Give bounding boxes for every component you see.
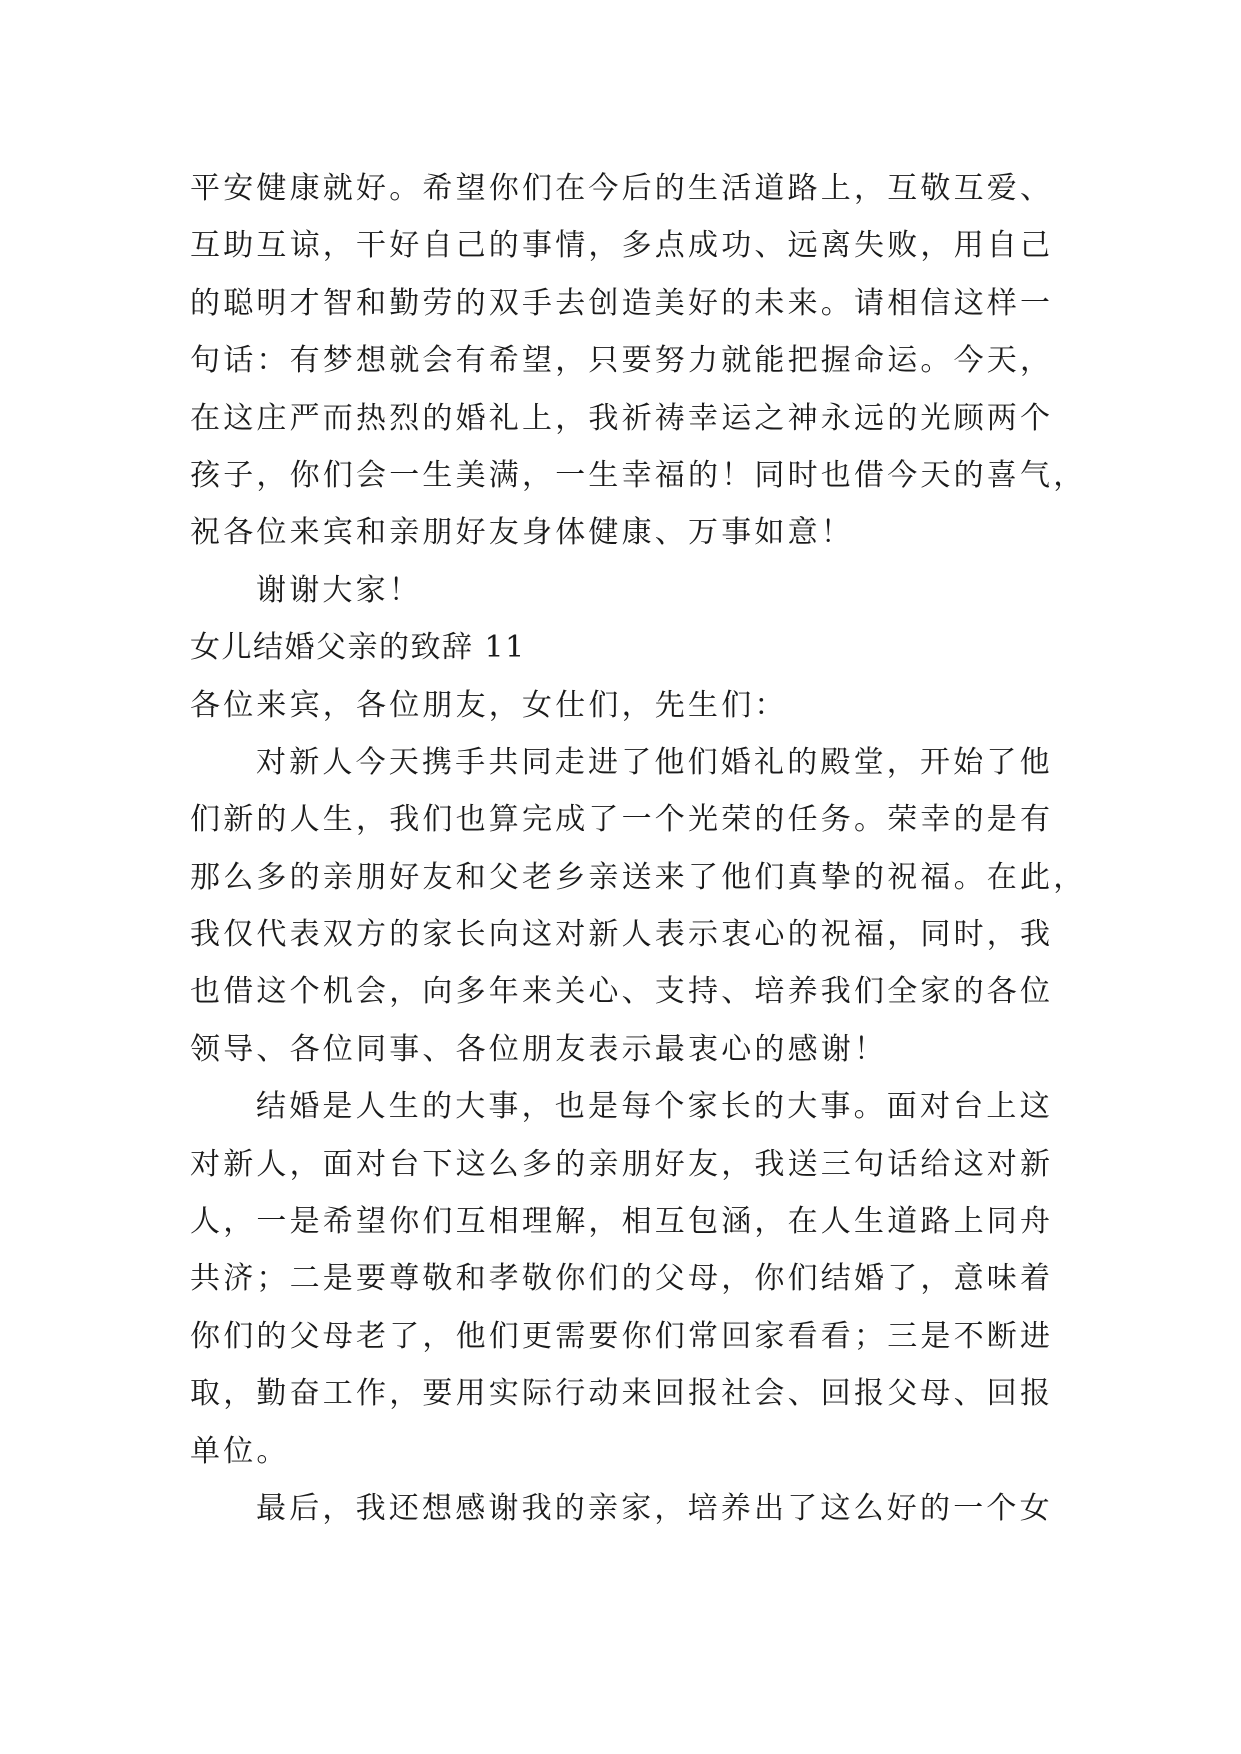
text-line: 们新的人生，我们也算完成了一个光荣的任务。荣幸的是有 [190, 802, 1054, 838]
text-line: 也借这个机会，向多年来关心、支持、培养我们全家的各位 [190, 974, 1054, 1010]
text-line: 取，勤奋工作，要用实际行动来回报社会、回报父母、回报 [190, 1376, 1054, 1412]
text-line: 互助互谅，干好自己的事情，多点成功、远离失败，用自己 [190, 228, 1054, 264]
text-line: 结婚是人生的大事，也是每个家长的大事。面对台上这 [256, 1089, 1053, 1125]
text-line: 谢谢大家！ [256, 572, 422, 608]
text-line: 在这庄严而热烈的婚礼上，我祈祷幸运之神永远的光顾两个 [190, 400, 1054, 436]
text-line: 平安健康就好。希望你们在今后的生活道路上，互敬互爱、 [190, 171, 1054, 206]
text-line: 我仅代表双方的家长向这对新人表示衷心的祝福，同时，我 [190, 917, 1054, 953]
text-line: 对新人今天携手共同走进了他们婚礼的殿堂，开始了他 [256, 744, 1053, 780]
text-line: 对新人，面对台下这么多的亲朋好友，我送三句话给这对新 [190, 1146, 1054, 1182]
text-line: 各位来宾，各位朋友，女仕们，先生们： [190, 687, 788, 723]
text-line: 共济；二是要尊敬和孝敬你们的父母，你们结婚了，意味着 [190, 1261, 1054, 1297]
text-line: 的聪明才智和勤劳的双手去创造美好的未来。请相信这样一 [190, 285, 1054, 321]
text-line: 人，一是希望你们互相理解，相互包涵，在人生道路上同舟 [190, 1204, 1054, 1240]
text-line: 单位。 [190, 1433, 290, 1469]
text-line: 你们的父母老了，他们更需要你们常回家看看；三是不断进 [190, 1318, 1054, 1354]
text-line: 最后，我还想感谢我的亲家，培养出了这么好的一个女 [256, 1490, 1053, 1526]
section-heading: 女儿结婚父亲的致辞 11 [190, 630, 526, 666]
text-line: 祝各位来宾和亲朋好友身体健康、万事如意！ [190, 515, 854, 551]
document-body [190, 160, 1087, 1537]
text-line: 领导、各位同事、各位朋友表示最衷心的感谢！ [190, 1031, 888, 1067]
text-line: 句话：有梦想就会有希望，只要努力就能把握命运。今天， [190, 343, 1054, 379]
text-line: 那么多的亲朋好友和父老乡亲送来了他们真挚的祝福。在此， [190, 859, 1087, 895]
text-line: 孩子，你们会一生美满，一生幸福的！同时也借今天的喜气， [190, 457, 1087, 493]
